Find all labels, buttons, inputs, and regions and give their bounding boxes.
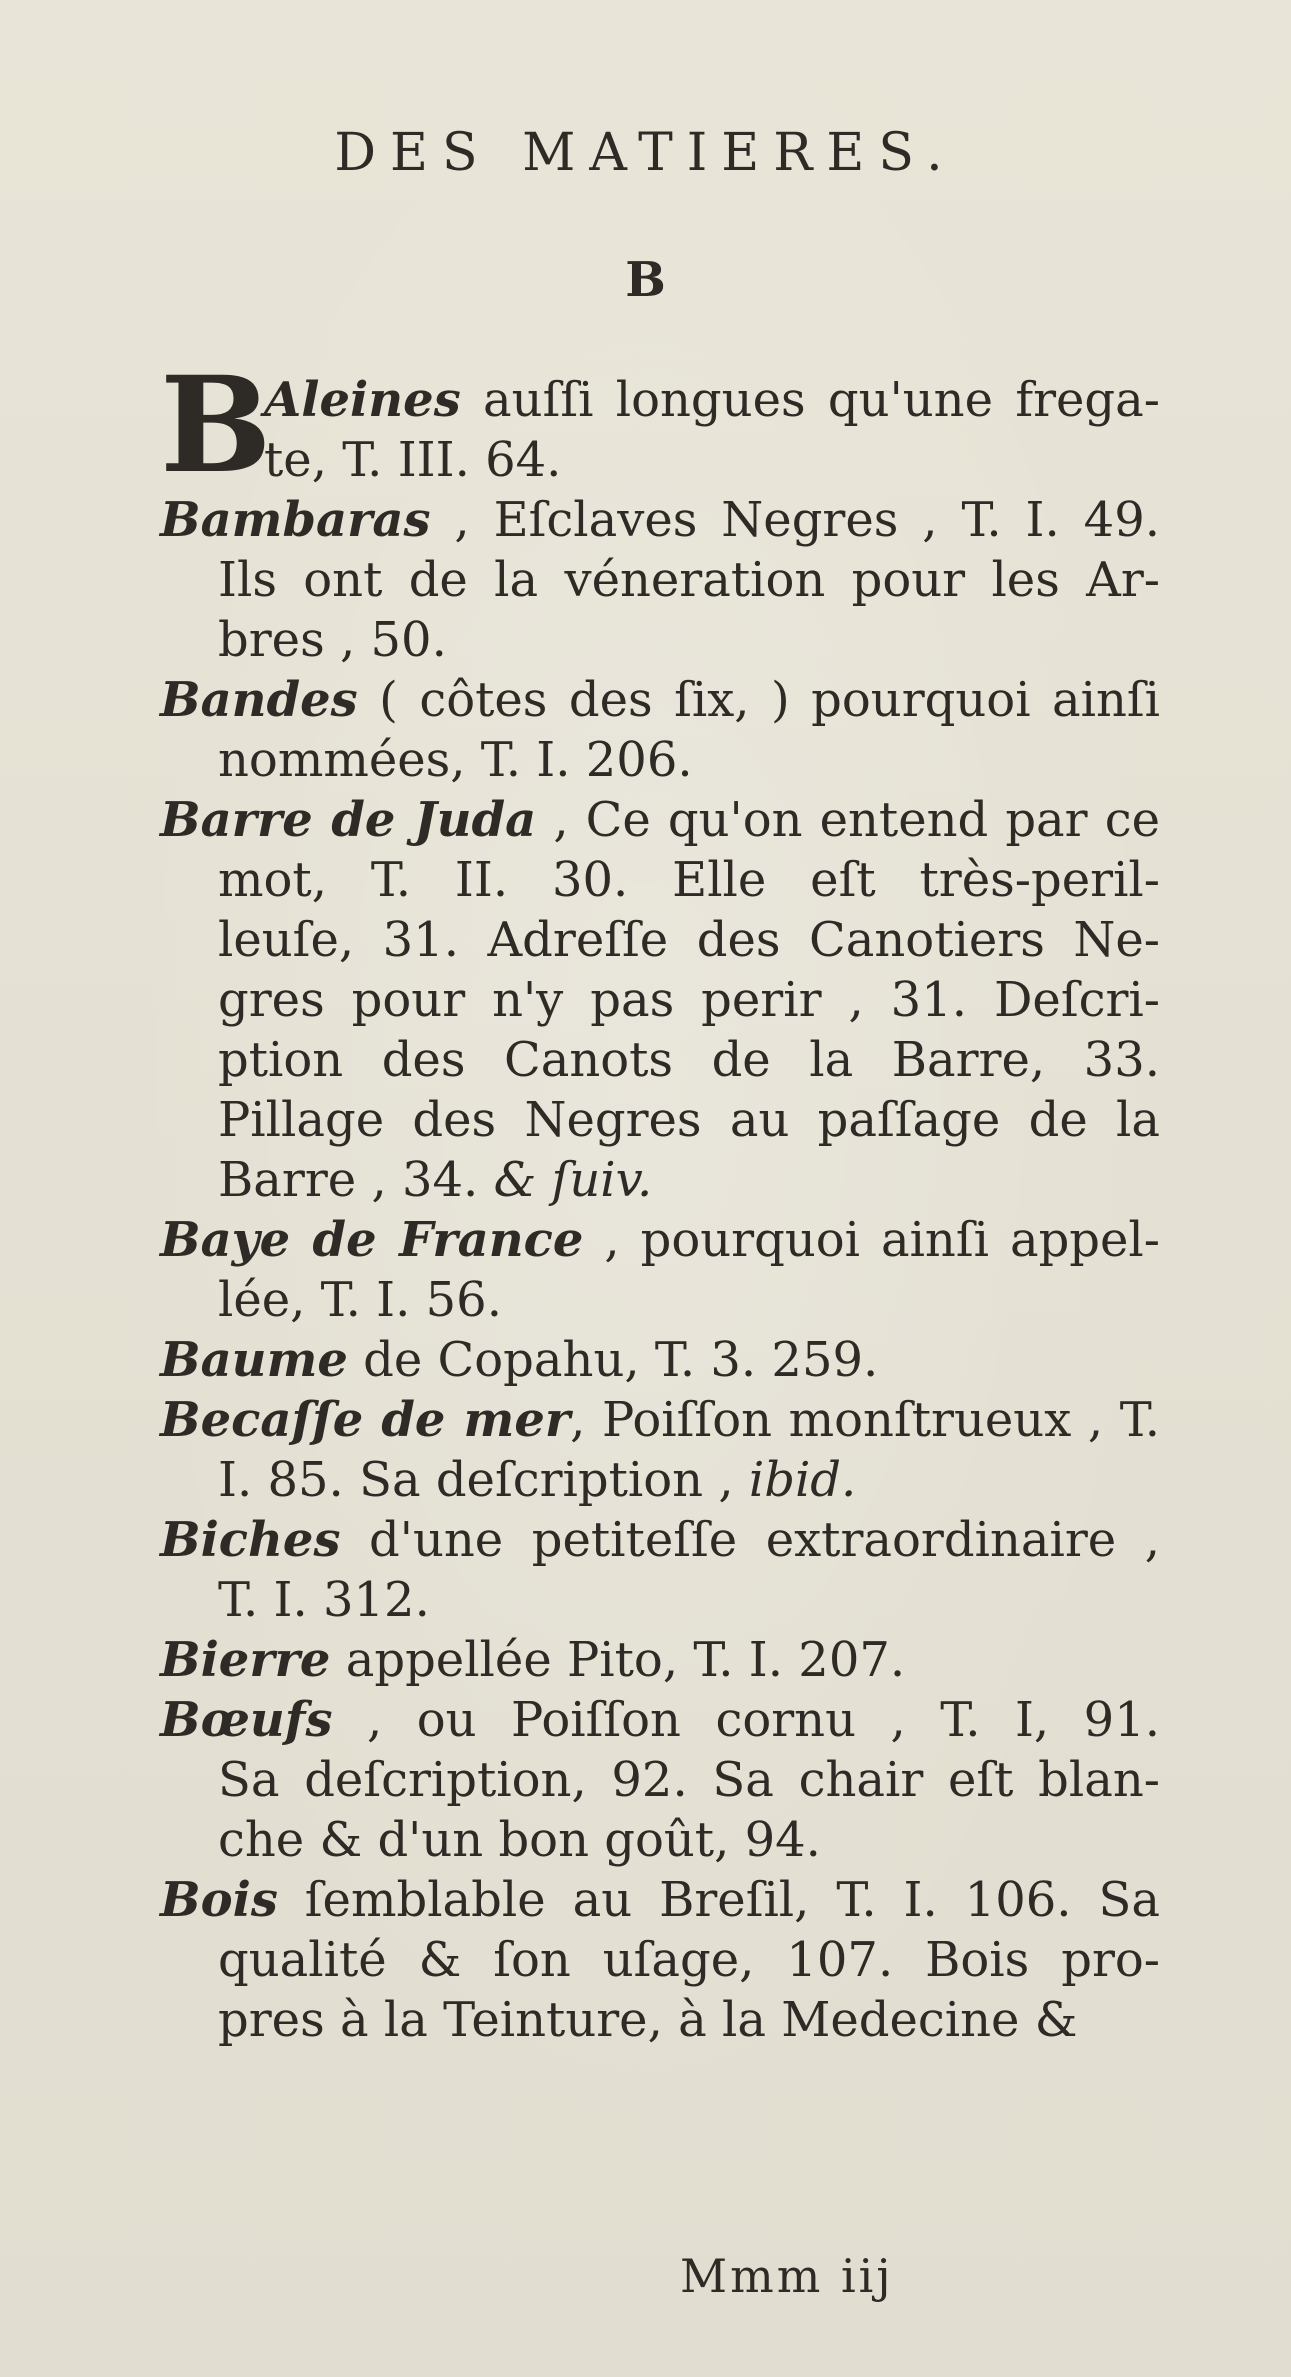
entry-text: d'une petiteſſe extraordinaire , xyxy=(340,1512,1160,1568)
index-entry xyxy=(160,670,1160,790)
index-entry xyxy=(160,790,1160,1210)
index-entry xyxy=(160,1510,1160,1630)
entry-text: te, T. III. 64. xyxy=(264,432,562,488)
entry-line xyxy=(160,730,1160,790)
index-entry xyxy=(160,1870,1160,2050)
entry-line xyxy=(160,970,1160,1030)
entry-italic: ibid. xyxy=(748,1452,857,1508)
drop-cap: B xyxy=(160,348,272,503)
index-entry xyxy=(160,1210,1160,1330)
entry-line xyxy=(160,1450,1160,1510)
entry-text: Barre , 34. xyxy=(218,1152,494,1208)
entry-headword: Bœufs xyxy=(160,1692,333,1748)
entry-headword: Bambaras xyxy=(160,492,431,548)
entry-line xyxy=(160,370,1160,430)
entry-headword: Bandes xyxy=(160,672,358,728)
entry-text: , ou Poiſſon cornu , T. I, 91. xyxy=(332,1692,1160,1748)
entry-text: Pillage des Negres au paſſage de la xyxy=(218,1092,1160,1148)
entry-line xyxy=(160,1630,1160,1690)
entry-text: ption des Canots de la Barre, 33. xyxy=(218,1032,1160,1088)
entry-text: Sa deſcription, 92. Sa chair eſt blan- xyxy=(218,1752,1160,1808)
signature-mark: Mmm iij xyxy=(680,2249,894,2303)
entry-text: , Ce qu'on entend par ce xyxy=(536,792,1160,848)
entry-line xyxy=(160,1150,1160,1210)
index-entry xyxy=(160,1630,1160,1690)
entry-line xyxy=(160,1750,1160,1810)
entry-line xyxy=(160,1510,1160,1570)
index-entry xyxy=(160,1330,1160,1390)
entry-line xyxy=(160,1930,1160,1990)
entry-headword: Barre de Juda xyxy=(160,792,537,848)
entry-line xyxy=(160,490,1160,550)
entry-text: , Poiſſon monſtrueux , T. xyxy=(570,1392,1161,1448)
entry-line xyxy=(160,1390,1160,1450)
entry-text: ( côtes des ſix, ) pourquoi ainſi xyxy=(357,672,1160,728)
entry-text: Ils ont de la véneration pour les Ar- xyxy=(218,552,1160,608)
entry-text: mot, T. II. 30. Elle eſt très-peril- xyxy=(218,852,1160,908)
entry-line xyxy=(160,670,1160,730)
index-entries xyxy=(160,348,1161,2050)
entry-text: appellée Pito, T. I. 207. xyxy=(330,1632,906,1688)
entry-headword: Bois xyxy=(160,1872,278,1928)
index-entry xyxy=(160,1690,1160,1870)
entry-line xyxy=(160,790,1160,850)
running-header: DES MATIERES. xyxy=(334,123,957,183)
entry-line xyxy=(160,1570,1160,1630)
entry-text: auſſi longues qu'une frega- xyxy=(460,372,1160,428)
entry-text: leuſe, 31. Adreſſe des Canotiers Ne- xyxy=(218,912,1160,968)
entry-line xyxy=(160,1810,1160,1870)
entry-text: nommées, T. I. 206. xyxy=(218,732,693,788)
index-entry xyxy=(160,1390,1160,1510)
entry-text: , pourquoi ainſi appel- xyxy=(583,1212,1160,1268)
entry-line xyxy=(160,610,1160,670)
entry-headword: Baye de France xyxy=(160,1212,584,1268)
index-entry xyxy=(160,490,1160,670)
entry-line xyxy=(160,550,1160,610)
entry-line xyxy=(160,910,1160,970)
entry-text: gres pour n'y pas perir , 31. Deſcri- xyxy=(218,972,1160,1028)
index-entry xyxy=(160,348,1160,503)
entry-line xyxy=(160,1090,1160,1150)
section-letter: B xyxy=(625,252,666,308)
entry-text: , Eſclaves Negres , T. I. 49. xyxy=(430,492,1160,548)
entry-text: de Copahu, T. 3. 259. xyxy=(347,1332,879,1388)
entry-italic: & ſuiv. xyxy=(493,1152,653,1208)
entry-text: bres , 50. xyxy=(218,612,447,668)
entry-line xyxy=(160,430,1160,490)
entry-headword: Bierre xyxy=(160,1632,331,1688)
entry-line xyxy=(160,1030,1160,1090)
entry-text: pres à la Teinture, à la Medecine & xyxy=(218,1992,1078,2048)
entry-line xyxy=(160,850,1160,910)
entry-text: che & d'un bon goût, 94. xyxy=(218,1812,821,1868)
entry-line xyxy=(160,1330,1160,1390)
entry-text: qualité & ſon uſage, 107. Bois pro- xyxy=(218,1932,1160,1988)
entry-headword: Biches xyxy=(160,1512,341,1568)
entry-headword: Becaſſe de mer xyxy=(160,1392,571,1448)
entry-text: I. 85. Sa deſcription , xyxy=(218,1452,749,1508)
entry-text: lée, T. I. 56. xyxy=(218,1272,502,1328)
entry-text: ſemblable au Breſil, T. I. 106. Sa xyxy=(277,1872,1160,1928)
entry-headword: Baume xyxy=(160,1332,348,1388)
entry-line xyxy=(160,1270,1160,1330)
entry-line xyxy=(160,1210,1160,1270)
entry-line xyxy=(160,1870,1160,1930)
entry-line xyxy=(160,1990,1160,2050)
entry-headword: Aleines xyxy=(264,372,461,428)
entry-text: T. I. 312. xyxy=(218,1572,430,1628)
entry-line xyxy=(160,1690,1160,1750)
